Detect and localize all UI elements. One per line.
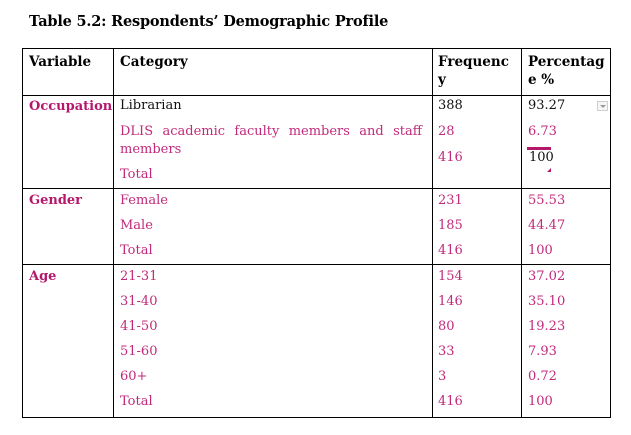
- frequency-cell: 416: [438, 394, 463, 409]
- category-cell: 41-50: [120, 319, 158, 334]
- category-cell: Total: [120, 243, 153, 258]
- header-percentage-line2: e %: [528, 72, 555, 88]
- frequency-cell: 231: [438, 193, 463, 208]
- demographic-table: [22, 48, 611, 418]
- variable-occupation: Occupation: [29, 99, 113, 114]
- frequency-cell: 33: [438, 344, 455, 359]
- frequency-cell: 80: [438, 319, 455, 334]
- percentage-cell: 37.02: [528, 269, 566, 284]
- frequency-cell: 416: [438, 150, 463, 165]
- frequency-cell: 154: [438, 269, 463, 284]
- frequency-cell: 3: [438, 369, 447, 384]
- percentage-cell: 0.72: [528, 369, 557, 384]
- frequency-cell: 28: [438, 124, 455, 139]
- percentage-cell: 6.73: [528, 124, 557, 139]
- percentage-cell: 100: [528, 394, 553, 409]
- row-divider: [23, 95, 610, 96]
- cell-dropdown-arrow-icon[interactable]: [597, 101, 608, 111]
- percentage-cell: 7.93: [528, 344, 557, 359]
- category-cell: 60+: [120, 369, 148, 384]
- column-divider: [521, 49, 522, 417]
- header-frequency-line1: Frequenc: [438, 54, 509, 70]
- column-divider: [432, 49, 433, 417]
- row-divider: [23, 188, 610, 189]
- frequency-cell: 416: [438, 243, 463, 258]
- percentage-cell[interactable]: 100: [529, 150, 554, 165]
- percentage-cell: 93.27: [528, 98, 566, 113]
- header-variable: Variable: [29, 54, 92, 70]
- percentage-cell: 100: [528, 243, 553, 258]
- percentage-cell: 19.23: [528, 319, 566, 334]
- table-caption: Table 5.2: Respondents’ Demographic Profile: [29, 13, 389, 30]
- edit-cursor-marker: [527, 147, 551, 150]
- category-cell: Librarian: [120, 98, 182, 113]
- frequency-cell: 388: [438, 98, 463, 113]
- category-cell: Female: [120, 193, 168, 208]
- category-cell: Male: [120, 218, 153, 233]
- frequency-cell: 146: [438, 294, 463, 309]
- category-cell: 21-31: [120, 269, 158, 284]
- percentage-cell: 55.53: [528, 193, 566, 208]
- category-cell: 31-40: [120, 294, 158, 309]
- variable-age: Age: [29, 269, 57, 284]
- category-cell: 51-60: [120, 344, 158, 359]
- edit-cursor-corner-icon: [547, 168, 551, 172]
- header-frequency-line2: y: [438, 72, 446, 88]
- frequency-cell: 185: [438, 218, 463, 233]
- header-category: Category: [120, 54, 188, 70]
- category-cell: Total: [120, 167, 153, 182]
- percentage-cell: 44.47: [528, 218, 566, 233]
- row-divider: [23, 264, 610, 265]
- percentage-cell: 35.10: [528, 294, 566, 309]
- variable-gender: Gender: [29, 193, 83, 208]
- category-cell: Total: [120, 394, 153, 409]
- category-cell: DLIS academic faculty members and staff members: [120, 124, 422, 157]
- column-divider: [113, 49, 114, 417]
- header-percentage-line1: Percentag: [528, 54, 605, 70]
